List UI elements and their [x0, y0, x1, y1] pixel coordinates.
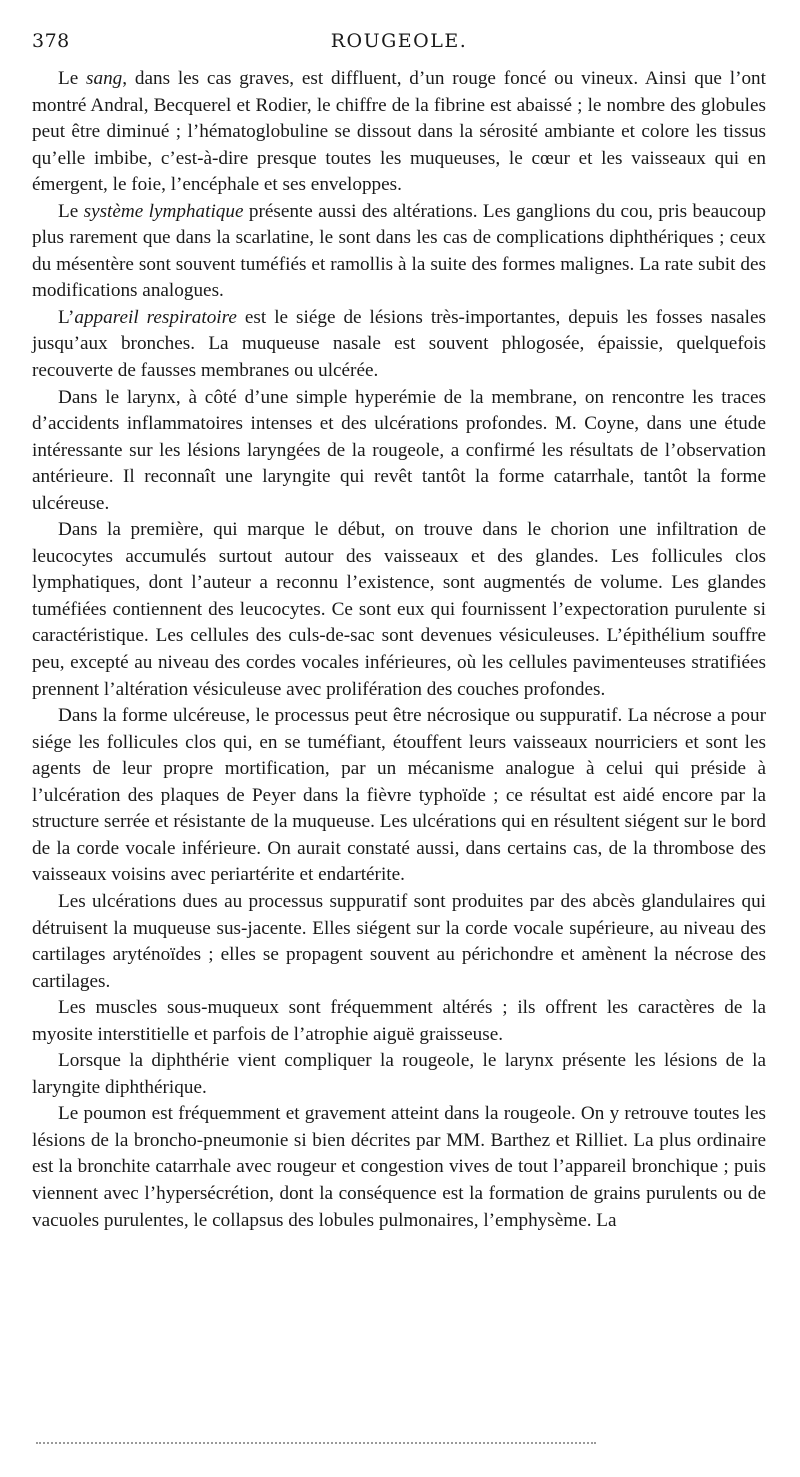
- paragraph: [32, 385, 766, 518]
- text-run: Le: [58, 68, 87, 89]
- paragraph: [32, 889, 766, 995]
- text-run: Lorsque la diphthérie vient compliquer la rougeole, le larynx présente les lésions de la laryngite diphthérique.: [32, 1050, 766, 1098]
- text-run: présente aussi des altérations. Les ganglions du cou, pris beaucoup plus rarement que dans la scarlatine, le sont dans les cas de complications diphthériques ; ceux du mésentère sont souvent tuméfiés et ramollis à la suite des formes malignes. La rate subit des modifications analogues.: [32, 200, 766, 302]
- paragraph: [32, 995, 766, 1048]
- text-run: Dans la première, qui marque le début, on trouve dans le chorion une infiltration de leucocytes accumulés surtout autour des vaisseaux et des glandes. Les follicules clos lymphatiques, dont l’auteur a reconnu l’existence, sont augmentés de volume. Les glandes tuméfiées contiennent des leucocytes. Ce sont eux qui fournissent l’expectoration purulente si caractéristique. Les cellules des culs-de-sac sont devenues vésiculeuses. L’épithélium souffre peu, excepté au niveau des cordes vocales inférieures, où les cellules pavimenteuses stratifiées prennent l’altération vésiculeuse avec prolifération des couches profondes.: [32, 519, 766, 700]
- text-run: Dans la forme ulcéreuse, le processus peut être nécrosique ou suppuratif. La nécrose a pour siége les follicules clos qui, en se tuméfiant, étouffent leurs vaisseaux nourriciers et sont les agents de leur propre mortification, par un mécanisme analogue à celui qui préside à l’ulcération des plaques de Peyer dans la fièvre typhoïde ; ce résultat est aidé encore par la structure serrée et résistante de la muqueuse. Les ulcérations qui en résultent siégent sur le bord de la corde vocale inférieure. On aurait constaté aussi, dans certains cas, de la thrombose des vaisseaux voisins avec periartérite et endartérite.: [32, 705, 766, 886]
- text-run: L’: [58, 306, 75, 328]
- paragraph: [32, 703, 766, 889]
- book-page: [32, 30, 766, 1234]
- body-text: [32, 66, 766, 1234]
- running-head: ROUGEOLE.: [330, 30, 468, 52]
- paragraph: [32, 66, 766, 199]
- page-header: [32, 30, 766, 58]
- paragraph: [32, 517, 766, 703]
- text-run: , dans les cas graves, est diffluent, d’un rouge foncé ou vineux. Ainsi que l’ont montré Andral, Becquerel et Rodier, le chiffre de la fibrine est abaissé ; le nombre des globules peut être diminué ; l’hématoglobuline se dissout dans la sérosité ambiante et colore les tissus qu’elle imbibe, c’est-à-dire presque toutes les muqueuses, le cœur et les vaisseaux qui en émergent, le foie, l’encéphale et ses enveloppes.: [32, 68, 766, 196]
- text-run: Le: [58, 200, 84, 222]
- paragraph: [32, 305, 766, 385]
- text-run: est le siége de lésions très-importantes, depuis les fosses nasales jusqu’aux bronches. La muqueuse nasale est souvent phlogosée, épaissie, quelquefois recouverte de fausses membranes ou ulcérée.: [32, 306, 766, 382]
- paragraph: [32, 1101, 766, 1234]
- text-run: Les ulcérations dues au processus suppuratif sont produites par des abcès glandulaires qui détruisent la muqueuse sus-jacente. Elles siégent sur la corde vocale supérieure, au niveau des cartilages aryténoïdes ; elles se propagent souvent au périchondre et amènent la nécrose des cartilages.: [32, 890, 766, 992]
- italic-term: système lymphatique: [83, 200, 244, 222]
- footer-dotted-rule: [36, 1442, 596, 1444]
- paragraph: [32, 1048, 766, 1101]
- paragraph: [32, 199, 766, 305]
- page-number: 378: [32, 30, 70, 52]
- italic-term: sang: [86, 68, 123, 89]
- text-run: Les muscles sous-muqueux sont fréquemment altérés ; ils offrent les caractères de la myosite interstitielle et parfois de l’atrophie aiguë graisseuse.: [32, 997, 766, 1045]
- italic-term: appareil respiratoire: [74, 306, 237, 328]
- text-run: Le poumon est fréquemment et gravement atteint dans la rougeole. On y retrouve toutes les lésions de la broncho-pneumonie si bien décrites par MM. Barthez et Rilliet. La plus ordinaire est la bronchite catarrhale avec rougeur et congestion vives de tout l’appareil bronchique ; puis viennent avec l’hypersécrétion, dont la conséquence est la formation de grains purulents ou de vacuoles purulentes, le collapsus des lobules pulmonaires, l’emphysème. La: [32, 1103, 766, 1231]
- text-run: Dans le larynx, à côté d’une simple hyperémie de la membrane, on rencontre les traces d’accidents inflammatoires intenses et des ulcérations profondes. M. Coyne, dans une étude intéressante sur les lésions laryngées de la rougeole, a confirmé les résultats de l’observation antérieure. Il reconnaît une laryngite qui revêt tantôt la forme catarrhale, tantôt la forme ulcéreuse.: [32, 386, 766, 514]
